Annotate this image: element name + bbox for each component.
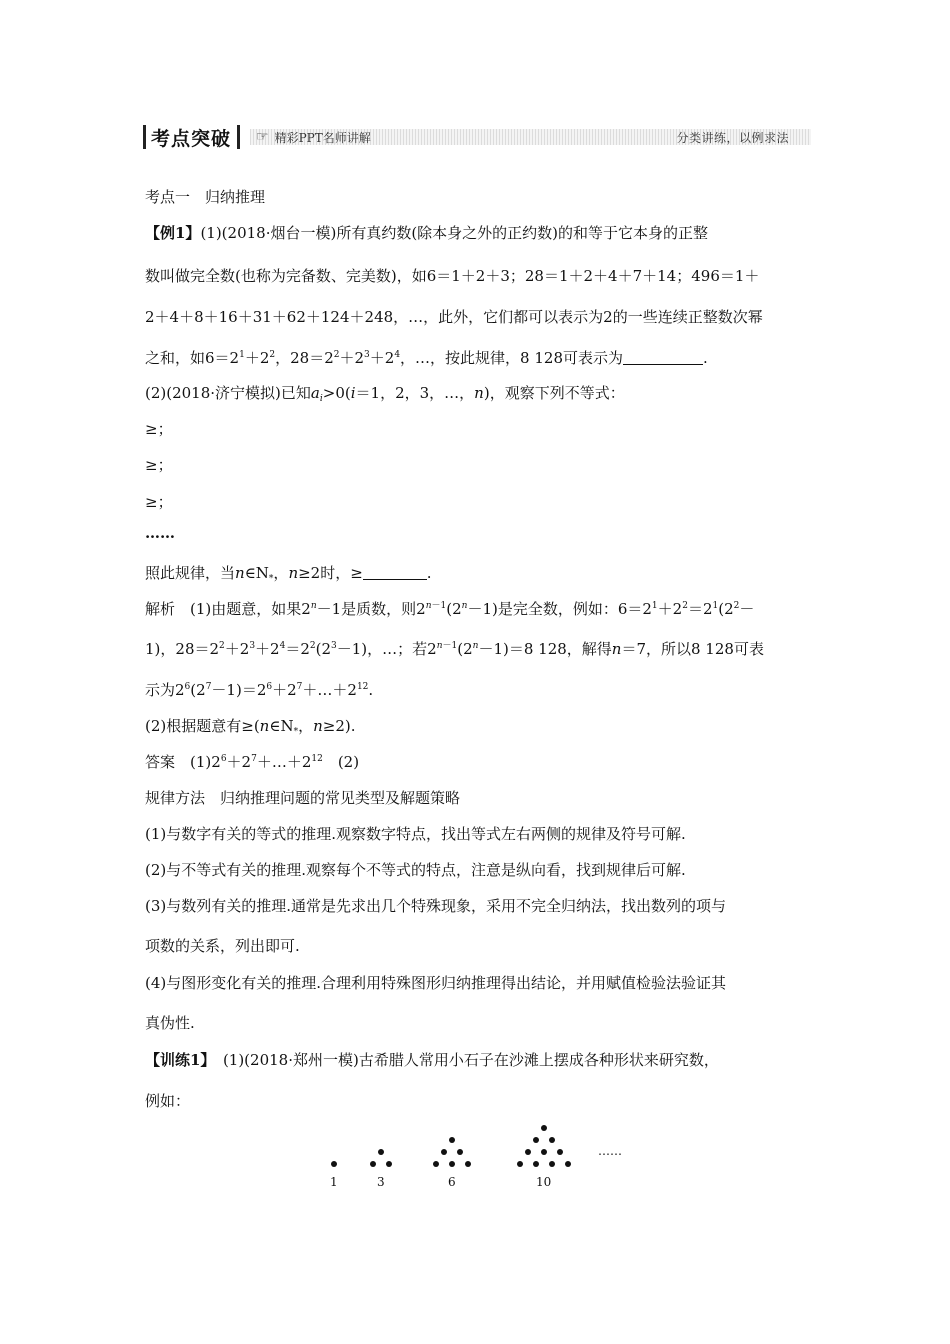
stone-dot [549,1161,555,1167]
pointing-hand-icon: ☞ [256,129,269,145]
example-line: (2)(2018·济宁模拟)已知$a_i>0(i=1$，2，3，…，n)，观察下列不等式： [145,384,625,404]
method-heading: 规律方法 归纳推理问题的常见类型及解题策略 [145,789,461,807]
rule-line: 照此规律，当$n\in N_*$，n≥2时，≥ . [145,564,432,584]
figure-label: 10 [536,1175,552,1189]
stone-dot [557,1149,563,1155]
stone-dot [370,1161,376,1167]
answer-blank [363,565,427,580]
solution-line: 1)，$28=2^2+2^3+2^4=2^2(2^3-1)$，…；若$2^{n-1}(2^n-1)=8$ 128，解得n＝7，所以8 128可表 [145,640,764,658]
stone-dot [449,1161,455,1167]
solution-line: (2)根据题意有$\ge(n\in N_*$，n≥2). [145,717,356,737]
stone-dot [533,1161,539,1167]
figure-ellipsis: …… [598,1144,622,1158]
stone-dot [441,1149,447,1155]
method-item: (2)与不等式有关的推理.观察每个不等式的特点，注意是纵向看，找到规律后可解. [145,861,686,879]
training-line: 【训练1】 (1)(2018·郑州一模)古希腊人常用小石子在沙滩上摆成各种形状来研究数， [145,1051,719,1069]
stone-dot [517,1161,523,1167]
method-item: 项数的关系，列出即可. [145,937,300,955]
inequality: ≥； [145,493,173,511]
stone-dot [457,1149,463,1155]
figure-label: 3 [377,1175,385,1189]
training-tag: 【训练1】 [145,1051,208,1069]
section-heading: 考点一 归纳推理 [145,188,266,206]
example-line: 之和，如$6=2^1+2^2$，$28=2^2+2^3+2^4$，…，按此规律，8 128可表示为 . [145,349,708,367]
ellipsis: …… [145,524,175,542]
stone-dot [541,1149,547,1155]
example-line: 数叫做完全数(也称为完备数、完美数)，如6＝1＋2＋3；28＝1＋2＋4＋7＋14；496＝1＋ [145,267,760,285]
stone-dot [525,1149,531,1155]
stone-dot [433,1161,439,1167]
training-line: 例如： [145,1092,191,1110]
inequality: ≥； [145,456,173,474]
answer-blank [623,350,703,365]
banner-right-text: 分类讲练，以例求法 [676,130,789,145]
solution-line: 解析 (1)由题意，如果$2^n-1$是质数，则$2^{n-1}(2^n-1)$是完全数，例如：$6=2^1+2^2=2^1(2^2-$ [145,600,755,618]
method-item: (3)与数列有关的推理.通常是先求出几个特殊现象，采用不完全归纳法，找出数列的项与 [145,897,727,915]
stone-dot [386,1161,392,1167]
solution-line: 示为$2^6(2^7-1)=2^6+2^7+\dots+2^{12}$. [145,681,374,699]
banner-subtitle: 精彩PPT名师讲解 [274,130,371,145]
banner-bar [237,125,240,149]
method-item: 真伪性. [145,1014,195,1032]
banner-title: 考点突破 [151,127,232,150]
banner-strip [250,129,811,145]
stone-dot [549,1137,555,1143]
method-item: (4)与图形变化有关的推理.合理利用特殊图形归纳推理得出结论，并用赋值检验法验证其 [145,974,727,992]
figure-label: 1 [330,1175,338,1189]
stone-dot [465,1161,471,1167]
stone-dot [565,1161,571,1167]
stone-dot [449,1137,455,1143]
stone-dot [331,1161,337,1167]
example-line: 【例1】(1)(2018·烟台一模)所有真约数(除本身之外的正约数)的和等于它本身的正整 [145,224,709,242]
stone-dot [533,1137,539,1143]
stone-dot [541,1125,547,1131]
method-item: (1)与数字有关的等式的推理.观察数字特点，找出等式左右两侧的规律及符号可解. [145,825,686,843]
figure-label: 6 [448,1175,456,1189]
banner-bar [143,125,146,149]
section-banner [143,124,811,150]
inequality: ≥； [145,420,173,438]
stone-dot [378,1149,384,1155]
answer-line: 答案 $(1)2^6+2^7+\dots+2^{12}$ (2) [145,753,360,771]
example-tag: 【例1】 [145,224,201,242]
example-line: 2＋4＋8＋16＋31＋62＋124＋248，…，此外，它们都可以表示为2的一些连续正整数次幂 [145,308,763,326]
